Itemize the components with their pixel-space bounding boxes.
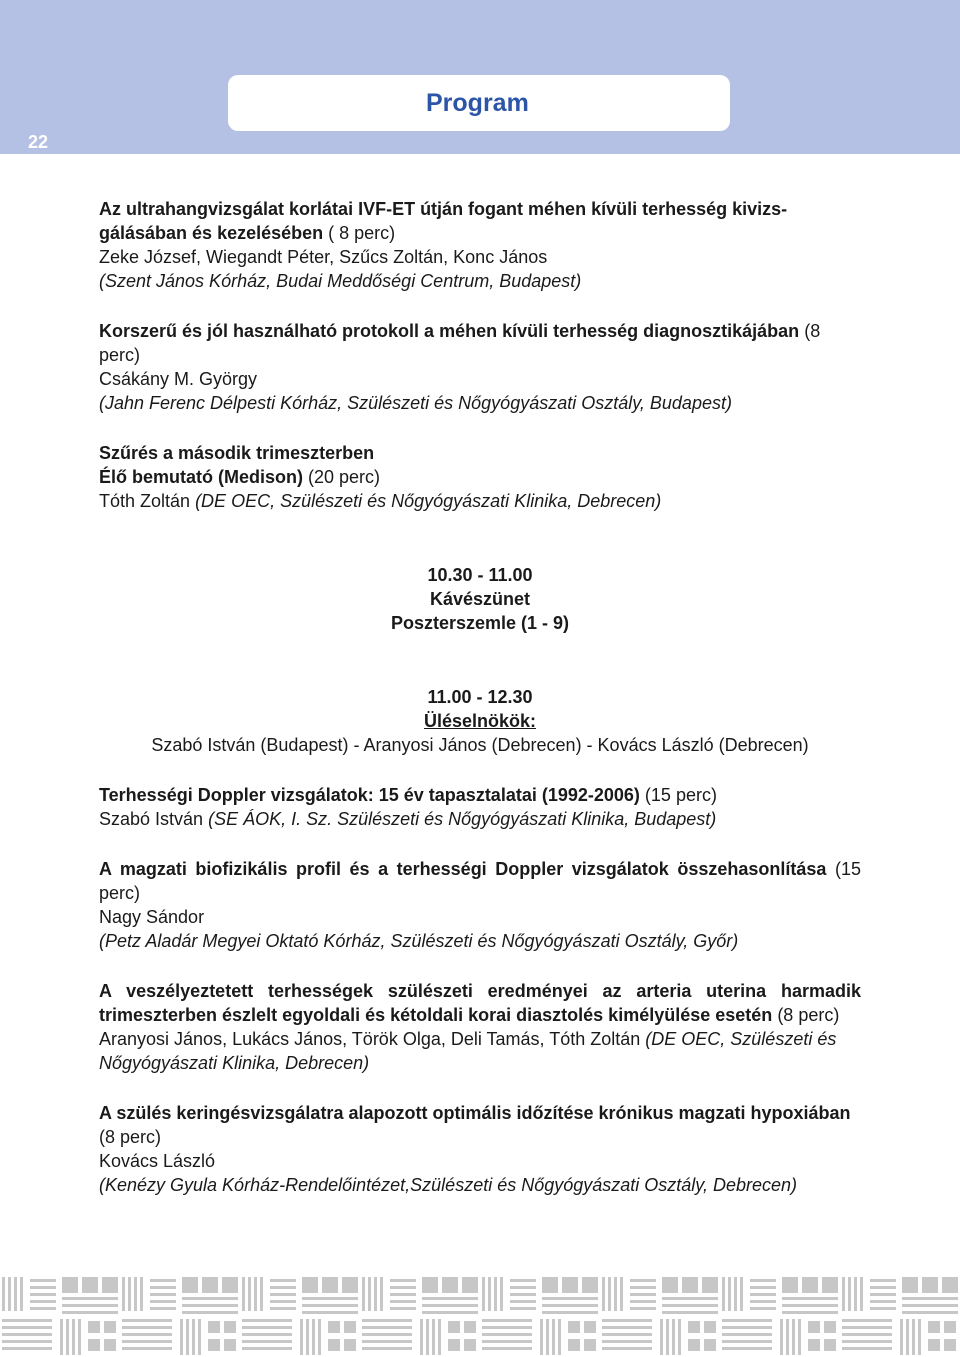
program-entry	[99, 1101, 861, 1197]
page-number: 22	[0, 130, 76, 154]
entry-title-line	[99, 857, 861, 905]
entry-title-line	[99, 783, 861, 807]
entry-authors: Kovács László	[99, 1151, 216, 1171]
entry-duration: (15 perc)	[644, 785, 717, 805]
entry-authors: Csákány M. György	[99, 369, 258, 389]
break-poster: Poszterszemle (1 - 9)	[390, 613, 570, 633]
entry-title-line	[99, 319, 861, 367]
footer-pattern	[0, 1273, 960, 1357]
entry-title: Korszerű és jól használható protokoll a méhen kívüli terhesség diagnosztikájában	[99, 321, 800, 341]
program-entry	[99, 979, 861, 1075]
entry-title-line	[99, 979, 861, 1027]
chairs-label: Üléselnökök:	[423, 711, 537, 731]
entry-authors: Nagy Sándor	[99, 907, 205, 927]
entry-duration: (8 perc)	[777, 1005, 840, 1025]
session-title: Szűrés a második trimeszterben	[99, 443, 375, 463]
program-content	[99, 197, 861, 1197]
program-entry	[99, 319, 861, 415]
entry-affiliation: (DE OEC, Szülészeti és Nőgyógyászati Klinika, Debrecen)	[195, 491, 662, 511]
entry-title: Az ultrahangvizsgálat korlátai IVF-ET útján fogant méhen kívüli terhesség kivizs-gálásában és kezelésében	[99, 199, 788, 243]
entry-authors: Szabó István	[99, 809, 204, 829]
footer-decoration	[0, 1273, 960, 1357]
program-entry	[99, 197, 861, 293]
page-title: Program	[426, 89, 529, 117]
entry-affiliation: (SE ÁOK, I. Sz. Szülészeti és Nőgyógyászati Klinika, Budapest)	[208, 809, 717, 829]
entry-authors: Tóth Zoltán	[99, 491, 191, 511]
entry-duration: ( 8 perc)	[328, 223, 396, 243]
entry-duration: (15 perc)	[99, 859, 861, 903]
entry-title: Terhességi Doppler vizsgálatok: 15 év tapasztalatai (1992-2006)	[99, 785, 640, 805]
entry-title: Élő bemutató (Medison)	[99, 467, 303, 487]
entry-duration: (8 perc)	[99, 1127, 162, 1147]
chairs-list: Szabó István (Budapest) - Aranyosi János (Debrecen) - Kovács László (Debrecen)	[151, 735, 809, 755]
entry-affiliation: (DE OEC, Szülészeti és Nőgyógyászati Klinika, Debrecen)	[99, 1029, 837, 1073]
program-entry	[99, 783, 861, 831]
entry-title-line	[99, 465, 861, 489]
entry-affiliation: (Petz Aladár Megyei Oktató Kórház, Szülészeti és Nőgyógyászati Osztály, Győr)	[99, 931, 739, 951]
entry-title: A magzati biofizikális profil és a terhességi Doppler vizsgálatok összehasonlítása	[99, 859, 827, 879]
program-entry	[99, 441, 861, 513]
entry-affiliation: (Kenézy Gyula Kórház-Rendelőintézet,Szülészeti és Nőgyógyászati Osztály, Debrecen)	[99, 1175, 798, 1195]
entry-title: A szülés keringésvizsgálatra alapozott optimális időzítése krónikus magzati hypoxiában	[99, 1103, 851, 1123]
break-time: 10.30 - 11.00	[427, 565, 533, 585]
entry-author-affiliation	[99, 1027, 861, 1075]
entry-title-line	[99, 197, 861, 245]
title-box	[228, 75, 730, 131]
entry-author-affiliation	[99, 807, 861, 831]
program-entry	[99, 857, 861, 953]
entry-affiliation: (Jahn Ferenc Délpesti Kórház, Szülészeti és Nőgyógyászati Osztály, Budapest)	[99, 393, 732, 413]
entry-authors: Aranyosi János, Lukács János, Török Olga, Deli Tamás, Tóth Zoltán	[99, 1029, 641, 1049]
entry-affiliation: (Szent János Kórház, Budai Meddőségi Centrum, Budapest)	[99, 271, 582, 291]
entry-title: A veszélyeztetett terhességek szülészeti eredményei az arteria uterina harmadik trimeszterben észlelt egyoldali és kétoldali korai diasztolés kimélyülése esetén	[99, 981, 861, 1025]
entry-authors: Zeke József, Wiegandt Péter, Szűcs Zoltán, Konc János	[99, 247, 548, 267]
entry-title-line	[99, 1101, 861, 1149]
entry-author-affiliation	[99, 489, 861, 513]
coffee-break	[99, 563, 861, 635]
session-header	[99, 685, 861, 757]
session-time: 11.00 - 12.30	[427, 687, 533, 707]
entry-duration: (8 perc)	[99, 321, 821, 365]
entry-duration: (20 perc)	[308, 467, 381, 487]
break-coffee: Kávészünet	[429, 589, 531, 609]
